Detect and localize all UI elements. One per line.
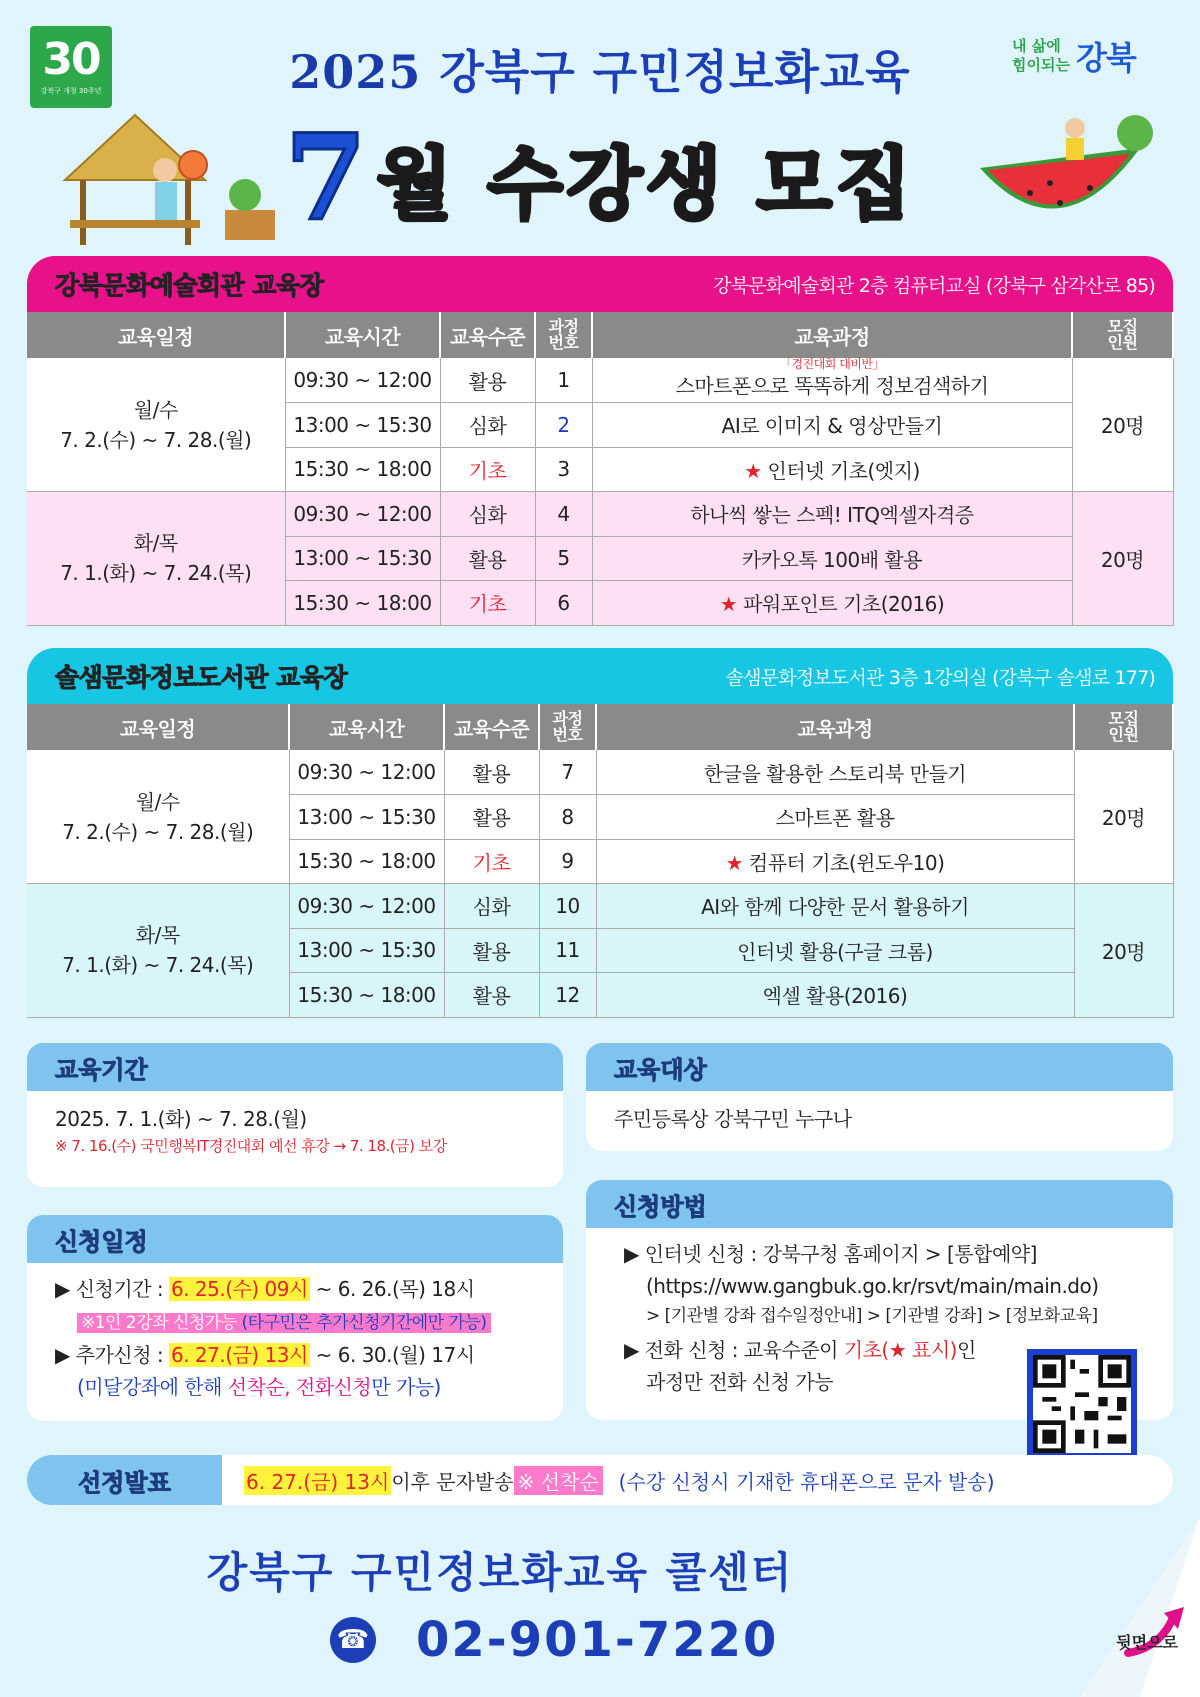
slogan-line1: 내 삶에 [1012, 37, 1061, 55]
time-cell: 13:00 ~ 15:30 [289, 795, 444, 840]
course-no-cell: 11 [539, 928, 596, 973]
hut-illustration [55, 110, 285, 250]
col-schedule: 교육일정 [27, 312, 285, 358]
method-path: > [기관별 강좌 접수일정안내] > [기관별 강좌] > [정보화교육] [646, 1306, 1098, 1326]
extra-apply-note [55, 1371, 535, 1403]
col-capacity: 모집 인원 [1074, 704, 1173, 750]
course-no-cell: 10 [539, 884, 596, 929]
announce-time: 6. 27.(금) 13시 [244, 1466, 391, 1495]
period-box-body [27, 1091, 563, 1169]
recruit-text: 월 수강생 모집 [376, 140, 916, 230]
month-number: 7 [284, 108, 367, 247]
schedule-days: 화/목 [135, 923, 180, 948]
schedule-period: 7. 2.(수) ~ 7. 28.(월) [62, 819, 254, 844]
next-page-label: 뒷면으로 [1116, 1633, 1178, 1652]
capacity-cell: 20명 [1072, 492, 1173, 626]
method-url: (https://www.gangbuk.go.kr/rsvt/main/main.do) [646, 1274, 1099, 1298]
level-cell: 기초 [440, 581, 535, 626]
course-title: 컴퓨터 기초(윈도우10) [748, 850, 945, 875]
schedule-period: 7. 1.(화) ~ 7. 24.(목) [60, 561, 252, 586]
course-cell [596, 839, 1074, 884]
course-no-cell: 7 [539, 750, 596, 795]
level-cell: 기초 [440, 447, 535, 492]
section-header [27, 648, 1173, 704]
col-course-no: 과정 번호 [535, 312, 592, 358]
time-cell: 15:30 ~ 18:00 [289, 973, 444, 1018]
section-solsaem-library [27, 648, 1173, 1018]
apply-period-start: 6. 25.(수) 09시 [170, 1277, 308, 1301]
method-phone-a: ▶ 전화 신청 : 교육수준이 [624, 1338, 844, 1362]
course-no-cell: 4 [535, 492, 592, 537]
title-text: 강북구 구민정보화교육 [439, 45, 911, 99]
extra-apply [55, 1339, 535, 1371]
callcenter-title: 강북구 구민정보화교육 콜센터 [206, 1548, 794, 1597]
course-no-cell: 12 [539, 973, 596, 1018]
logo-number: 30 [42, 34, 100, 85]
course-cell: 하나씩 쌓는 스펙! ITQ엑셀자격증 [592, 492, 1072, 537]
note-limit [77, 1313, 491, 1333]
time-cell: 15:30 ~ 18:00 [285, 581, 440, 626]
period-box [27, 1043, 563, 1187]
first-come-badge: ※ 선착순 [514, 1466, 603, 1495]
time-cell: 13:00 ~ 15:30 [285, 536, 440, 581]
apply-period [55, 1273, 535, 1305]
course-title: 인터넷 기초(엣지) [767, 458, 920, 483]
period-box-title: 교육기간 [27, 1043, 563, 1091]
course-tag: 「경진대회 대비반」 [780, 356, 884, 371]
col-level: 교육수준 [440, 312, 535, 358]
level-cell: 활용 [444, 928, 539, 973]
course-title: 파워포인트 기초(2016) [743, 592, 945, 617]
apply-period-end: ~ 6. 26.(목) 18시 [309, 1277, 475, 1301]
extra-apply-label: ▶ 추가신청 : [55, 1343, 169, 1367]
schedule-box-title: 신청일정 [27, 1215, 563, 1263]
section-gangbuk-arts-center [27, 256, 1173, 626]
table-row [27, 750, 1173, 795]
section-address: 솔샘문화정보도서관 3층 1강의실 (강북구 솔샘로 177) [725, 666, 1155, 689]
time-cell: 15:30 ~ 18:00 [289, 839, 444, 884]
target-box [586, 1043, 1173, 1151]
schedule-days: 월/수 [133, 397, 178, 422]
course-cell: 스마트폰 활용 [596, 795, 1074, 840]
course-cell: AI로 이미지 & 영상만들기 [592, 403, 1072, 448]
target-box-title: 교육대상 [586, 1043, 1173, 1091]
course-cell: 인터넷 활용(구글 크롬) [596, 928, 1074, 973]
col-capacity: 모집 인원 [1072, 312, 1173, 358]
extra-note-a: (미달강좌에 한해 [77, 1375, 228, 1399]
level-cell: 활용 [444, 750, 539, 795]
course-table [27, 704, 1174, 1018]
level-cell: 활용 [444, 973, 539, 1018]
time-cell: 09:30 ~ 12:00 [285, 358, 440, 403]
schedule-box [27, 1215, 563, 1421]
extra-apply-start: 6. 27.(금) 13시 [170, 1343, 308, 1367]
qr-code-icon[interactable] [1027, 1349, 1137, 1459]
course-cell: AI와 함께 다양한 문서 활용하기 [596, 884, 1074, 929]
course-title: 스마트폰으로 똑똑하게 정보검색하기 [675, 373, 989, 398]
table-header-row [27, 704, 1173, 750]
course-cell [592, 447, 1072, 492]
time-cell: 13:00 ~ 15:30 [289, 928, 444, 973]
method-phone-only: 과정만 전화 신청 가능 [646, 1370, 833, 1394]
recruit-title [260, 108, 940, 247]
page-title [0, 36, 1200, 102]
capacity-cell: 20명 [1074, 750, 1173, 884]
level-cell: 활용 [440, 358, 535, 403]
note-limit-a: ※1인 2강좌 신청가능 [81, 1313, 242, 1333]
schedule-days: 월/수 [135, 789, 180, 814]
capacity-cell: 20명 [1072, 358, 1173, 492]
col-level: 교육수준 [444, 704, 539, 750]
method-phone-b: 기초(★ 표시) [843, 1338, 957, 1362]
target-text: 주민등록상 강북구민 누구나 [614, 1107, 852, 1131]
time-cell: 09:30 ~ 12:00 [289, 750, 444, 795]
schedule-period: 7. 1.(화) ~ 7. 24.(목) [62, 953, 254, 978]
course-no-cell: 8 [539, 795, 596, 840]
period-note: ※ 7. 16.(수) 국민행복IT경진대회 예선 휴강 → 7. 18.(금) 보강 [55, 1137, 447, 1155]
watermelon-illustration [960, 108, 1160, 258]
level-cell: 기초 [444, 839, 539, 884]
capacity-cell: 20명 [1074, 884, 1173, 1018]
schedule-box-body [27, 1263, 563, 1415]
method-internet: ▶ 인터넷 신청 : 강북구청 홈페이지 > [통합예약] [624, 1242, 1037, 1266]
table-row [27, 492, 1173, 537]
time-cell: 09:30 ~ 12:00 [285, 492, 440, 537]
level-cell: 심화 [444, 884, 539, 929]
schedule-cell [27, 750, 289, 884]
logo-caption: 강북구 개청 30주년 [40, 87, 102, 95]
star-icon: ★ [725, 850, 744, 875]
star-icon: ★ [744, 458, 762, 483]
extra-note-b: 선착순, 전화신청 [227, 1375, 372, 1399]
slogan-line2: 힘이되는 [1012, 56, 1070, 74]
course-cell [592, 358, 1072, 403]
star-icon: ★ [719, 592, 738, 617]
course-no-cell: 1 [535, 358, 592, 403]
method-box-title: 신청방법 [586, 1180, 1173, 1228]
apply-period-note [55, 1305, 535, 1339]
method-phone-c: 인 [956, 1338, 976, 1362]
course-cell: 카카오톡 100배 활용 [592, 536, 1072, 581]
course-no-cell: 5 [535, 536, 592, 581]
page-curl[interactable] [1080, 1477, 1200, 1697]
col-course-no: 과정 번호 [539, 704, 596, 750]
extra-note-c: 만 가능) [371, 1375, 441, 1399]
level-cell: 심화 [440, 492, 535, 537]
time-cell: 09:30 ~ 12:00 [289, 884, 444, 929]
course-no-cell: 2 [535, 403, 592, 448]
announce-note: (수강 신청시 기재한 휴대폰으로 문자 발송) [618, 1469, 995, 1494]
slogan-mark: 강북 [1075, 39, 1136, 77]
col-course: 교육과정 [596, 704, 1074, 750]
course-no-cell: 9 [539, 839, 596, 884]
col-time: 교육시간 [289, 704, 444, 750]
extra-apply-end: ~ 6. 30.(월) 17시 [309, 1343, 475, 1367]
course-cell: 한글을 활용한 스토리북 만들기 [596, 750, 1074, 795]
announce-text: 이후 문자발송 [391, 1469, 514, 1494]
table-row [27, 358, 1173, 403]
col-course: 교육과정 [592, 312, 1072, 358]
section-address: 강북문화예술회관 2층 컴퓨터교실 (강북구 삼각산로 85) [713, 274, 1155, 297]
time-cell: 13:00 ~ 15:30 [285, 403, 440, 448]
phone-number[interactable]: 02-901-7220 [416, 1612, 779, 1668]
section-name: 솔샘문화정보도서관 교육장 [55, 663, 348, 692]
schedule-cell [27, 358, 285, 492]
course-no-cell: 3 [535, 447, 592, 492]
course-cell: 엑셀 활용(2016) [596, 973, 1074, 1018]
apply-period-label: ▶ 신청기간 : [55, 1277, 169, 1301]
callcenter-phone [330, 1612, 778, 1668]
course-table [27, 312, 1174, 626]
level-cell: 심화 [440, 403, 535, 448]
section-name: 강북문화예술회관 교육장 [55, 271, 324, 300]
schedule-cell [27, 492, 285, 626]
table-row [27, 884, 1173, 929]
section-header [27, 256, 1173, 312]
title-year: 2025 [289, 45, 422, 99]
phone-icon: ☎ [330, 1617, 376, 1663]
selection-announcement [27, 1455, 1173, 1505]
note-limit-b: (타구민은 추가신청기간에만 가능) [241, 1313, 487, 1333]
period-text: 2025. 7. 1.(화) ~ 7. 28.(월) [55, 1107, 307, 1131]
level-cell: 활용 [440, 536, 535, 581]
time-cell: 15:30 ~ 18:00 [285, 447, 440, 492]
table-header-row [27, 312, 1173, 358]
schedule-days: 화/목 [133, 531, 178, 556]
course-no-cell: 6 [535, 581, 592, 626]
course-cell [592, 581, 1072, 626]
level-cell: 활용 [444, 795, 539, 840]
col-time: 교육시간 [285, 312, 440, 358]
schedule-cell [27, 884, 289, 1018]
schedule-period: 7. 2.(수) ~ 7. 28.(월) [60, 427, 252, 452]
announce-label: 선정발표 [27, 1455, 222, 1505]
col-schedule: 교육일정 [27, 704, 289, 750]
